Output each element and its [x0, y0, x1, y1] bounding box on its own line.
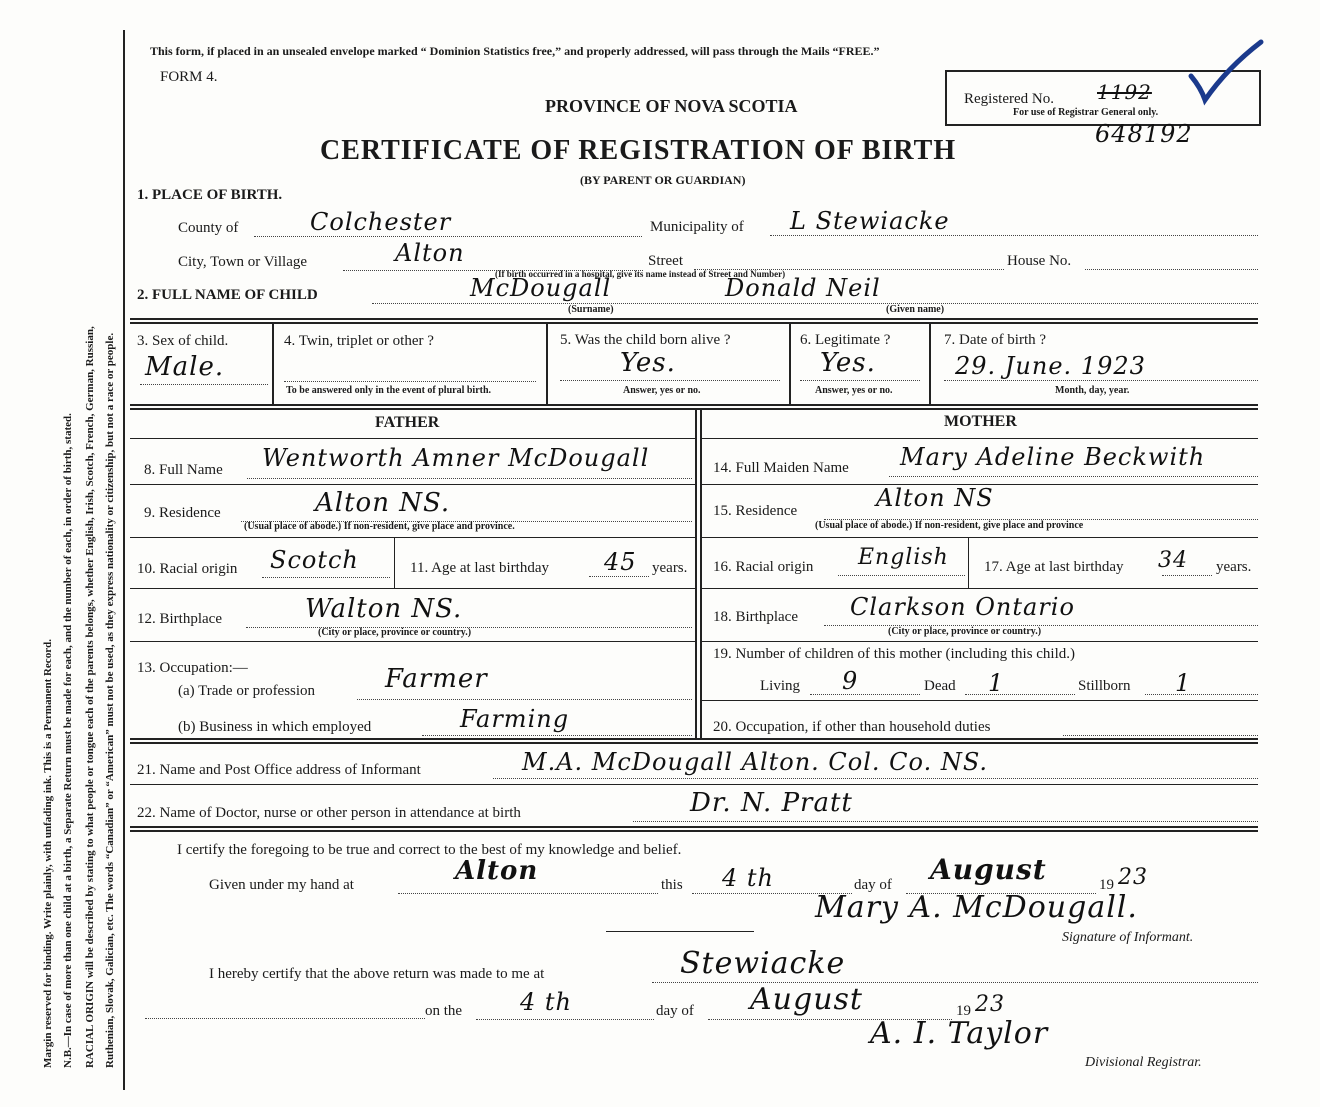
county-label: County of — [178, 220, 239, 236]
father-residence-note: (Usual place of abode.) If non-resident, give place and province. — [244, 521, 515, 532]
page-subtitle: (BY PARENT OR GUARDIAN) — [580, 173, 746, 187]
registrar-caption: Divisional Registrar. — [1085, 1055, 1202, 1070]
registrar-note: For use of Registrar General only. — [1013, 107, 1159, 118]
province-heading: PROVINCE OF NOVA SCOTIA — [545, 96, 798, 116]
father-heading: FATHER — [375, 414, 440, 431]
legitimate-note: Answer, yes or no. — [815, 385, 893, 396]
registrar-signature: A. I. Taylor — [870, 1016, 1049, 1051]
this-label: this — [661, 877, 683, 893]
mother-residence-value: Alton NS — [876, 484, 994, 512]
father-birthplace-label: 12. Birthplace — [137, 611, 222, 627]
county-value: Colchester — [310, 208, 452, 236]
registrar-year-prefix: 19 — [956, 1003, 971, 1019]
mother-residence-label: 15. Residence — [713, 503, 798, 519]
legitimate-value: Yes. — [820, 348, 876, 378]
mother-age-label: 17. Age at last birthday — [984, 559, 1124, 575]
child-surname-value: McDougall — [470, 274, 612, 302]
street-label: Street — [648, 253, 683, 269]
mother-racial-origin-value: English — [858, 545, 949, 570]
father-residence-label: 9. Residence — [144, 505, 221, 521]
city-label: City, Town or Village — [178, 254, 308, 270]
registrar-month-value: August — [750, 982, 863, 1017]
registered-label: Registered No. — [964, 91, 1054, 107]
father-age-label: 11. Age at last birthday — [410, 560, 549, 576]
mother-name-value: Mary Adeline Beckwith — [900, 443, 1206, 471]
checkmark-icon — [1187, 38, 1267, 108]
registrar-statement: I hereby certify that the above return was made to me at — [209, 966, 545, 982]
trade-value: Farmer — [385, 664, 488, 694]
city-value: Alton — [395, 239, 465, 267]
father-residence-value: Alton NS. — [315, 488, 451, 518]
child-name-label: 2. FULL NAME OF CHILD — [137, 287, 318, 303]
father-name-value: Wentworth Amner McDougall — [262, 444, 650, 472]
mother-birthplace-label: 18. Birthplace — [713, 609, 798, 625]
registered-box — [945, 70, 1261, 126]
father-occupation-label: 13. Occupation:— — [137, 660, 248, 676]
given-year-value: 23 — [1118, 865, 1148, 890]
father-racial-origin-value: Scotch — [270, 546, 359, 574]
given-name-caption: (Given name) — [886, 304, 945, 315]
mother-birthplace-note: (City or place, province or country.) — [888, 626, 1042, 637]
mother-age-years: years. — [1216, 559, 1252, 575]
municipality-label: Municipality of — [650, 219, 744, 235]
house-no-label: House No. — [1007, 253, 1072, 269]
stillborn-label: Stillborn — [1078, 678, 1131, 694]
trade-label: (a) Trade or profession — [178, 683, 316, 699]
informant-signature-caption: Signature of Informant. — [1062, 930, 1194, 945]
place-of-birth-heading: 1. PLACE OF BIRTH. — [137, 187, 283, 203]
twin-note: To be answered only in the event of plural birth. — [286, 385, 492, 396]
certify-statement: I certify the foregoing to be true and correct to the best of my knowledge and belief. — [177, 842, 682, 858]
margin-binding-note: Margin reserved for binding. Write plainly, with unfading ink. This is a Permanent Record. — [42, 639, 54, 1068]
dead-label: Dead — [924, 678, 956, 694]
page-title: CERTIFICATE OF REGISTRATION OF BIRTH — [320, 135, 957, 166]
stillborn-value: 1 — [1175, 669, 1192, 697]
margin-racial-origin-note-2: Ruthenian, Slovak, Galician, etc. The words “Canadian” or “American” must not be used, as they express nationality or citizenship, but not a race or people. — [104, 332, 116, 1068]
informant-signature: Mary A. McDougall. — [815, 890, 1138, 925]
father-age-value: 45 — [604, 548, 637, 576]
municipality-value: L Stewiacke — [790, 207, 950, 235]
born-alive-value: Yes. — [620, 348, 676, 378]
doctor-value: Dr. N. Pratt — [690, 788, 853, 818]
doctor-label: 22. Name of Doctor, nurse or other person in attendance at birth — [137, 805, 521, 821]
registrar-day-of-label: day of — [656, 1003, 694, 1019]
mother-birthplace-value: Clarkson Ontario — [850, 593, 1075, 621]
informant-label: 21. Name and Post Office address of Informant — [137, 762, 421, 778]
margin-nb-note: N.B.—In case of more than one child at a birth, a Separate Return must be made for each, and the number of each, in order of birth, stated. — [62, 413, 74, 1068]
registrar-year-value: 23 — [975, 992, 1005, 1017]
father-name-label: 8. Full Name — [144, 462, 223, 478]
registrar-day-value: 4 th — [520, 988, 572, 1016]
margin-rule — [123, 30, 125, 1090]
given-place-value: Alton — [455, 856, 539, 886]
business-value: Farming — [460, 705, 570, 733]
dob-value: 29. June. 1923 — [955, 352, 1146, 380]
father-age-years: years. — [652, 560, 688, 576]
margin-racial-origin-note: RACIAL ORIGIN will be described by stating to what people or tongue each of the parents belongs, whether English, Irish, Scotch, French, German, Russian, — [84, 326, 96, 1068]
mother-heading: MOTHER — [944, 413, 1017, 430]
mother-occupation-label: 20. Occupation, if other than household duties — [713, 719, 991, 735]
father-birthplace-value: Walton NS. — [305, 594, 463, 624]
child-given-name-value: Donald Neil — [725, 274, 881, 302]
given-day-of-label: day of — [854, 877, 892, 893]
legitimate-label: 6. Legitimate ? — [800, 332, 891, 348]
mother-name-label: 14. Full Maiden Name — [713, 460, 849, 476]
informant-value: M.A. McDougall Alton. Col. Co. NS. — [522, 748, 989, 776]
registered-struck-number: 1192 — [1097, 80, 1152, 104]
hospital-note: (If birth occurred in a hospital, give its name instead of Street and Number) — [495, 269, 786, 279]
given-year-prefix: 19 — [1099, 877, 1114, 893]
sex-value: Male. — [145, 352, 225, 382]
dob-note: Month, day, year. — [1055, 385, 1130, 396]
father-racial-origin-label: 10. Racial origin — [137, 561, 238, 577]
given-month-value: August — [930, 853, 1047, 886]
living-label: Living — [760, 678, 800, 694]
given-under-label: Given under my hand at — [209, 877, 354, 893]
dob-label: 7. Date of birth ? — [944, 332, 1047, 348]
dead-value: 1 — [988, 669, 1005, 697]
form-number: FORM 4. — [160, 69, 218, 85]
surname-caption: (Surname) — [568, 304, 614, 315]
father-birthplace-note: (City or place, province or country.) — [318, 627, 472, 638]
twin-label: 4. Twin, triplet or other ? — [284, 333, 434, 349]
children-count-label: 19. Number of children of this mother (including this child.) — [713, 646, 1076, 662]
mother-age-value: 34 — [1158, 548, 1188, 573]
mother-racial-origin-label: 16. Racial origin — [713, 559, 814, 575]
on-the-label: on the — [425, 1003, 463, 1019]
registrar-place-value: Stewiacke — [680, 946, 846, 981]
born-alive-note: Answer, yes or no. — [623, 385, 701, 396]
born-alive-label: 5. Was the child born alive ? — [560, 332, 731, 348]
business-label: (b) Business in which employed — [178, 719, 372, 735]
given-day-value: 4 th — [722, 864, 774, 892]
mother-residence-note: (Usual place of abode.) If non-resident, give place and province — [815, 520, 1084, 531]
sex-label: 3. Sex of child. — [137, 333, 229, 349]
registered-number: 648192 — [1095, 120, 1193, 148]
mail-notice: This form, if placed in an unsealed envelope marked “ Dominion Statistics free,” and properly addressed, will pass through the Mails “FREE.” — [150, 44, 880, 58]
living-value: 9 — [842, 667, 859, 695]
